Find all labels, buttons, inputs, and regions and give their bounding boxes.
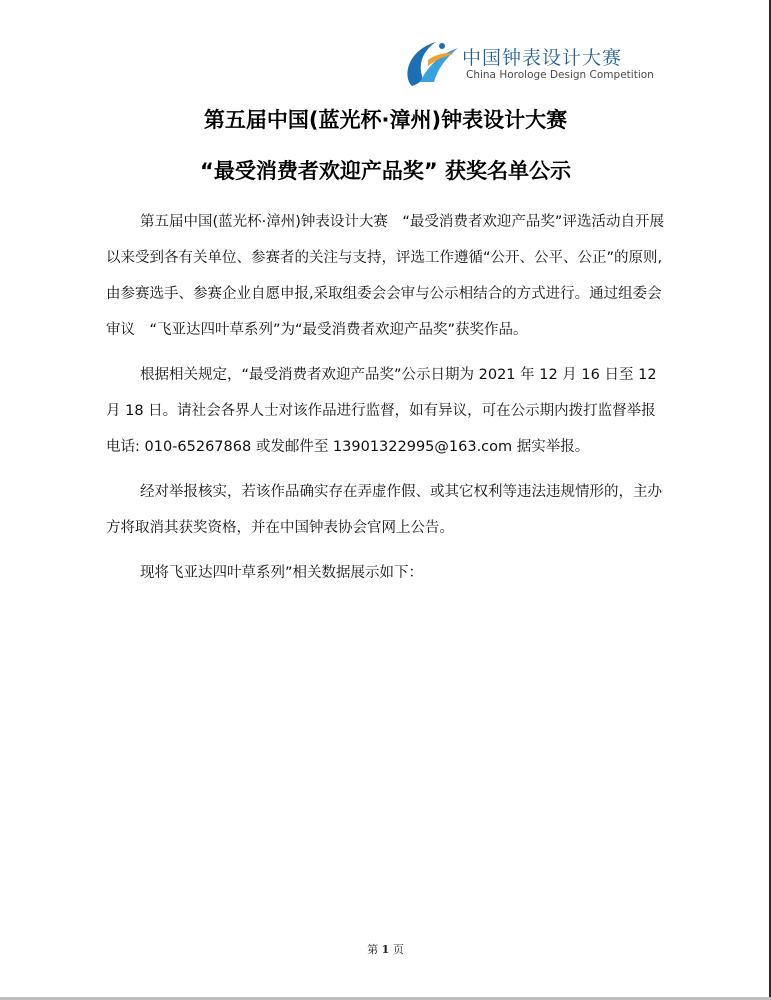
paragraph-notice-period: 根据相关规定，“最受消费者欢迎产品奖”公示日期为 2021 年 12 月 16 日至 12 月 18 日。请社会各界人士对该作品进行监督，如有异议，可在公示期内拨打监督举报电话: 010-65267868 或发邮件至 13901322995@163.com 据实举报。: [106, 367, 657, 455]
footer-suffix: 页: [392, 943, 404, 956]
document-title: 第五届中国(蓝光杯·漳州)钟表设计大赛: [203, 108, 568, 132]
logo-title-cn: 中国钟表设计大赛: [462, 47, 623, 69]
footer-prefix: 第: [367, 943, 379, 956]
page-footer: [0, 941, 771, 957]
logo-title-en: China Horologe Design Competition: [466, 69, 654, 81]
paragraph-disqualification: 经对举报核实，若该作品确实存在弄虚作假、或其它权利等违法违规情形的，主办方将取消其获奖资格，并在中国钟表协会官网上公告。: [106, 484, 662, 536]
page-number: 1: [381, 943, 390, 956]
competition-logo: [398, 36, 658, 92]
document-subtitle: “最受消费者欢迎产品奖” 获奖名单公示: [200, 159, 571, 183]
paragraph-data-intro: 现将飞亚达四叶草系列”相关数据展示如下：: [140, 565, 424, 581]
competition-logo-icon: [398, 36, 464, 90]
paragraph-intro: 第五届中国(蓝光杯·漳州)钟表设计大赛 “最受消费者欢迎产品奖”评选活动自开展以来受到各有关单位、参赛者的关注与支持，评选工作遵循“公开、公平、公正”的原则,由参赛选手、参赛企业自愿申报,采取组委会会审与公示相结合的方式进行。通过组委会审议 “飞亚达四叶草系列”为“最受消费者欢迎产品奖”获奖作品。: [106, 214, 664, 338]
